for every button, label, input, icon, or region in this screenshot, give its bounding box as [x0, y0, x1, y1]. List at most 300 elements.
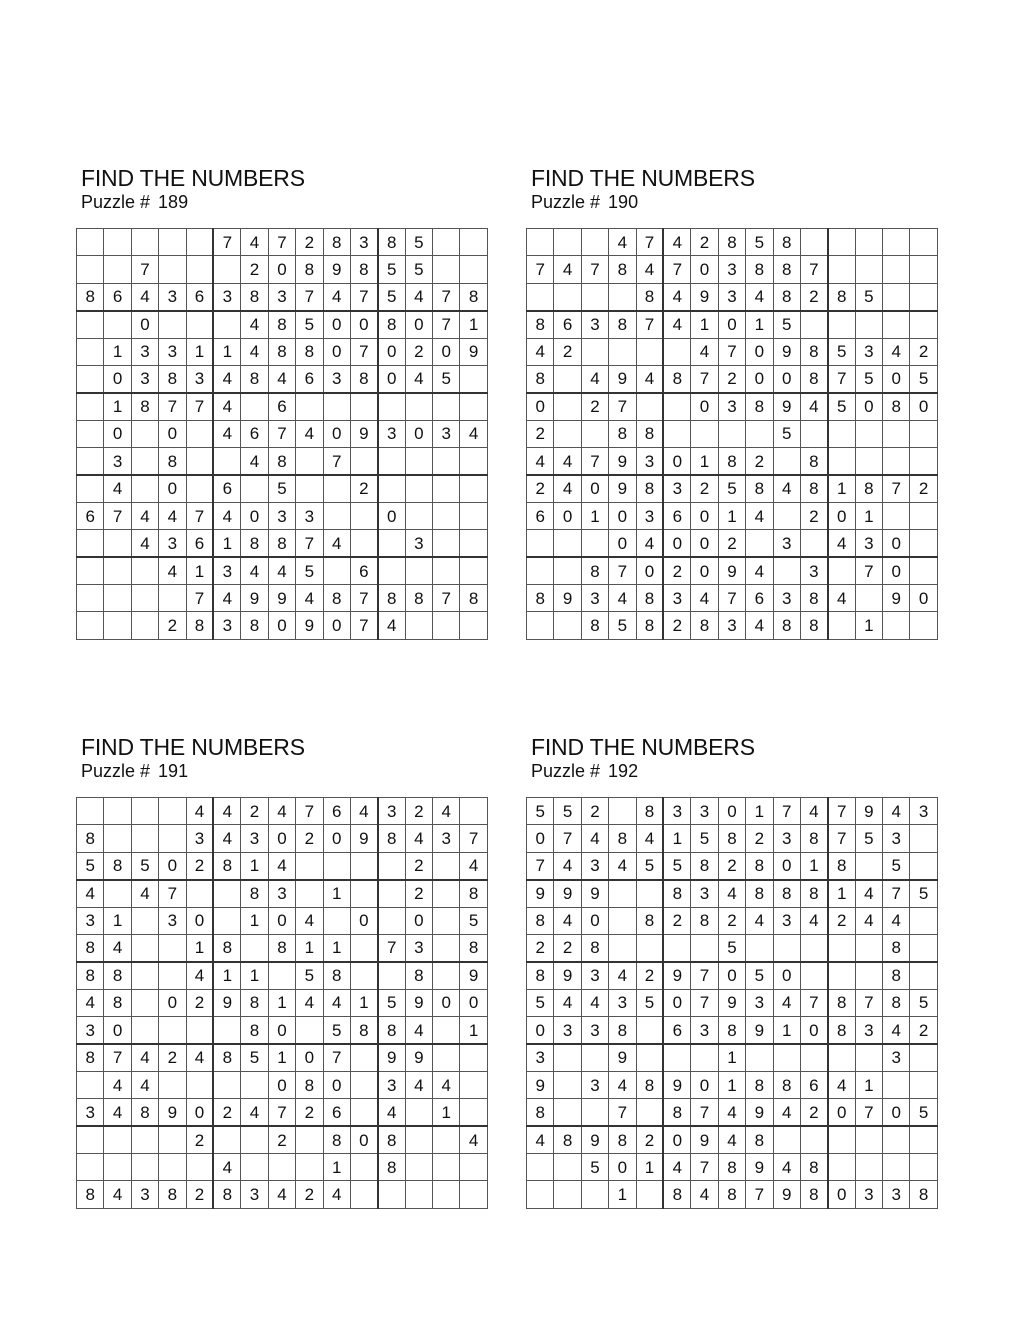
grid-cell: 3	[883, 825, 910, 852]
grid-cell: 7	[691, 989, 718, 1016]
grid-cell: 0	[323, 311, 350, 338]
grid-cell: 2	[581, 393, 608, 420]
grid-cell	[131, 420, 158, 447]
grid-cell	[131, 989, 158, 1016]
grid-cell	[828, 934, 855, 961]
grid-cell: 4	[433, 798, 460, 825]
grid-cell: 5	[323, 1017, 350, 1044]
grid-cell	[131, 934, 158, 961]
grid-cell	[800, 962, 827, 989]
grid-cell	[855, 448, 882, 475]
puzzle-label: Puzzle #	[81, 761, 151, 781]
grid-cell	[609, 798, 636, 825]
grid-cell: 4	[855, 880, 882, 907]
grid-cell	[77, 1071, 104, 1098]
puzzle-title: FIND THE NUMBERS	[531, 734, 755, 760]
grid-cell: 8	[77, 825, 104, 852]
grid-cell: 7	[691, 1099, 718, 1126]
grid-cell: 7	[718, 338, 745, 365]
grid-cell: 5	[855, 283, 882, 310]
grid-cell: 1	[855, 502, 882, 529]
grid-cell: 5	[855, 825, 882, 852]
grid-cell: 8	[718, 448, 745, 475]
grid-cell: 4	[104, 1099, 131, 1126]
grid-cell: 4	[746, 557, 773, 584]
grid-cell: 2	[186, 989, 213, 1016]
grid-cell	[554, 1044, 581, 1071]
grid-cell	[213, 311, 240, 338]
grid-cell: 8	[104, 962, 131, 989]
grid-cell: 7	[350, 283, 377, 310]
grid-cell: 2	[296, 1099, 323, 1126]
grid-cell: 3	[581, 311, 608, 338]
grid-cell: 4	[554, 475, 581, 502]
grid-cell: 8	[268, 530, 295, 557]
grid-cell: 3	[718, 256, 745, 283]
grid-cell: 2	[186, 1126, 213, 1153]
grid-cell: 8	[77, 934, 104, 961]
grid-cell: 1	[691, 311, 718, 338]
grid-cell	[405, 557, 432, 584]
grid-cell	[910, 1154, 937, 1181]
grid-cell: 0	[883, 1099, 910, 1126]
grid-cell	[554, 365, 581, 392]
grid-cell: 2	[241, 798, 268, 825]
number-grid	[76, 228, 488, 640]
grid-cell: 1	[104, 338, 131, 365]
grid-row	[77, 1017, 488, 1044]
grid-cell: 2	[800, 1099, 827, 1126]
grid-cell	[213, 1017, 240, 1044]
grid-cell: 4	[746, 612, 773, 639]
grid-cell: 0	[663, 530, 690, 557]
grid-cell	[460, 1071, 487, 1098]
grid-cell	[268, 962, 295, 989]
grid-cell	[378, 1181, 405, 1208]
grid-cell	[910, 229, 937, 256]
grid-cell: 1	[104, 907, 131, 934]
grid-cell: 8	[746, 880, 773, 907]
grid-cell	[378, 907, 405, 934]
grid-cell: 9	[296, 612, 323, 639]
grid-cell	[460, 1154, 487, 1181]
grid-cell: 4	[296, 585, 323, 612]
grid-cell	[855, 1044, 882, 1071]
grid-row	[77, 798, 488, 825]
grid-cell	[131, 1017, 158, 1044]
grid-cell: 0	[718, 311, 745, 338]
grid-cell: 1	[241, 852, 268, 879]
grid-cell: 3	[159, 283, 186, 310]
grid-cell: 4	[131, 502, 158, 529]
grid-cell: 6	[746, 585, 773, 612]
grid-cell: 8	[746, 1126, 773, 1153]
grid-cell: 5	[636, 989, 663, 1016]
grid-cell	[405, 1181, 432, 1208]
grid-cell: 9	[527, 880, 554, 907]
grid-cell: 1	[718, 502, 745, 529]
grid-cell	[855, 311, 882, 338]
grid-cell	[883, 1154, 910, 1181]
grid-cell: 7	[581, 256, 608, 283]
grid-cell: 0	[609, 530, 636, 557]
grid-cell: 5	[855, 365, 882, 392]
grid-cell: 8	[323, 585, 350, 612]
grid-cell	[433, 557, 460, 584]
grid-cell	[460, 448, 487, 475]
grid-cell	[433, 475, 460, 502]
grid-cell: 1	[241, 962, 268, 989]
grid-cell	[378, 962, 405, 989]
grid-cell	[828, 229, 855, 256]
grid-cell: 2	[159, 612, 186, 639]
grid-cell: 0	[268, 825, 295, 852]
grid-row	[77, 989, 488, 1016]
grid-cell	[104, 1126, 131, 1153]
grid-cell: 4	[663, 229, 690, 256]
grid-cell: 3	[581, 962, 608, 989]
grid-cell	[131, 1126, 158, 1153]
grid-cell: 5	[828, 393, 855, 420]
grid-cell: 2	[910, 475, 937, 502]
grid-cell: 3	[773, 907, 800, 934]
grid-cell: 6	[186, 283, 213, 310]
grid-cell	[213, 256, 240, 283]
grid-cell: 1	[460, 311, 487, 338]
grid-cell: 8	[746, 475, 773, 502]
grid-cell: 4	[323, 1181, 350, 1208]
grid-cell: 8	[350, 365, 377, 392]
grid-cell: 4	[213, 393, 240, 420]
grid-cell: 8	[527, 365, 554, 392]
grid-cell	[186, 880, 213, 907]
grid-cell	[131, 448, 158, 475]
grid-cell: 8	[636, 1071, 663, 1098]
grid-cell	[800, 530, 827, 557]
grid-cell: 0	[828, 1099, 855, 1126]
grid-cell: 1	[296, 934, 323, 961]
grid-cell	[460, 1044, 487, 1071]
grid-cell: 2	[350, 475, 377, 502]
grid-cell	[405, 1126, 432, 1153]
grid-row	[527, 311, 938, 338]
grid-cell	[296, 1126, 323, 1153]
grid-cell: 4	[77, 880, 104, 907]
grid-cell: 8	[378, 1154, 405, 1181]
grid-cell	[350, 1044, 377, 1071]
grid-cell: 5	[378, 989, 405, 1016]
grid-cell	[323, 907, 350, 934]
grid-cell: 8	[800, 825, 827, 852]
grid-cell: 0	[186, 907, 213, 934]
grid-cell: 8	[296, 256, 323, 283]
grid-cell: 8	[773, 256, 800, 283]
grid-cell: 7	[296, 283, 323, 310]
grid-cell	[350, 502, 377, 529]
grid-cell: 0	[773, 962, 800, 989]
grid-cell: 8	[131, 1099, 158, 1126]
grid-cell: 3	[433, 420, 460, 447]
grid-cell	[433, 229, 460, 256]
grid-row	[527, 502, 938, 529]
grid-cell	[581, 420, 608, 447]
grid-cell: 8	[828, 852, 855, 879]
grid-cell: 3	[268, 880, 295, 907]
grid-cell: 8	[213, 852, 240, 879]
grid-cell: 7	[636, 311, 663, 338]
grid-cell: 9	[554, 880, 581, 907]
grid-cell	[828, 448, 855, 475]
grid-cell: 9	[855, 798, 882, 825]
grid-cell: 5	[773, 420, 800, 447]
grid-cell: 4	[663, 283, 690, 310]
grid-cell	[159, 1071, 186, 1098]
grid-cell: 0	[527, 1017, 554, 1044]
grid-cell: 8	[800, 585, 827, 612]
grid-cell: 3	[296, 502, 323, 529]
grid-cell: 4	[636, 530, 663, 557]
grid-cell: 2	[663, 557, 690, 584]
grid-cell: 4	[131, 1044, 158, 1071]
grid-cell: 7	[691, 1154, 718, 1181]
grid-cell: 0	[883, 557, 910, 584]
grid-cell	[378, 880, 405, 907]
grid-cell: 0	[718, 962, 745, 989]
grid-cell	[131, 1154, 158, 1181]
grid-cell	[104, 585, 131, 612]
grid-cell: 8	[800, 1181, 827, 1208]
grid-cell	[213, 1126, 240, 1153]
grid-cell	[77, 530, 104, 557]
grid-cell: 4	[581, 989, 608, 1016]
grid-cell: 7	[104, 1044, 131, 1071]
grid-cell: 5	[910, 365, 937, 392]
grid-cell: 4	[883, 1017, 910, 1044]
grid-cell	[460, 365, 487, 392]
grid-cell: 8	[241, 283, 268, 310]
grid-cell: 8	[746, 1071, 773, 1098]
grid-cell	[104, 612, 131, 639]
grid-cell	[241, 1154, 268, 1181]
grid-cell: 3	[663, 475, 690, 502]
grid-cell: 2	[405, 338, 432, 365]
grid-cell	[131, 962, 158, 989]
grid-cell	[186, 1154, 213, 1181]
grid-cell	[527, 1181, 554, 1208]
grid-cell: 5	[910, 1099, 937, 1126]
grid-cell: 3	[241, 1181, 268, 1208]
grid-cell: 8	[527, 311, 554, 338]
grid-row	[77, 1126, 488, 1153]
grid-cell: 4	[104, 934, 131, 961]
grid-cell: 2	[828, 907, 855, 934]
grid-cell: 4	[268, 1181, 295, 1208]
grid-cell: 8	[77, 1181, 104, 1208]
grid-cell	[554, 1099, 581, 1126]
grid-cell	[910, 934, 937, 961]
grid-cell	[460, 1099, 487, 1126]
grid-cell: 8	[746, 852, 773, 879]
grid-cell: 6	[663, 502, 690, 529]
grid-cell: 8	[213, 1181, 240, 1208]
grid-cell: 4	[663, 1154, 690, 1181]
grid-cell	[405, 502, 432, 529]
grid-cell: 4	[828, 1071, 855, 1098]
grid-cell	[131, 798, 158, 825]
grid-cell	[691, 1044, 718, 1071]
grid-cell: 7	[433, 283, 460, 310]
grid-cell: 7	[609, 557, 636, 584]
grid-cell	[378, 530, 405, 557]
grid-row	[527, 1044, 938, 1071]
grid-cell: 5	[268, 475, 295, 502]
grid-cell: 1	[186, 557, 213, 584]
grid-cell: 3	[609, 989, 636, 1016]
grid-cell: 4	[554, 907, 581, 934]
grid-cell: 8	[296, 1071, 323, 1098]
grid-cell: 8	[296, 338, 323, 365]
grid-cell: 1	[268, 989, 295, 1016]
grid-cell: 4	[855, 907, 882, 934]
grid-cell	[77, 798, 104, 825]
grid-cell: 8	[104, 989, 131, 1016]
grid-cell: 7	[800, 989, 827, 1016]
grid-cell	[131, 907, 158, 934]
grid-cell: 8	[323, 962, 350, 989]
grid-cell: 0	[636, 557, 663, 584]
grid-cell: 5	[405, 229, 432, 256]
grid-cell: 0	[910, 393, 937, 420]
grid-row	[77, 338, 488, 365]
grid-cell	[636, 1017, 663, 1044]
grid-cell	[855, 934, 882, 961]
grid-cell: 5	[378, 283, 405, 310]
grid-cell: 9	[609, 1044, 636, 1071]
puzzle-number: 191	[158, 761, 189, 781]
grid-cell	[910, 256, 937, 283]
grid-cell: 3	[104, 448, 131, 475]
grid-cell: 8	[241, 989, 268, 1016]
grid-cell	[883, 1071, 910, 1098]
grid-cell: 6	[527, 502, 554, 529]
grid-cell	[159, 1126, 186, 1153]
grid-cell: 0	[828, 502, 855, 529]
grid-cell: 8	[527, 962, 554, 989]
grid-cell: 8	[855, 475, 882, 502]
grid-cell: 4	[527, 448, 554, 475]
grid-cell: 5	[433, 365, 460, 392]
grid-cell: 8	[800, 880, 827, 907]
grid-cell: 2	[554, 934, 581, 961]
grid-cell: 8	[800, 365, 827, 392]
grid-cell: 3	[581, 1017, 608, 1044]
grid-cell	[828, 311, 855, 338]
grid-cell: 8	[460, 283, 487, 310]
grid-cell	[609, 283, 636, 310]
grid-row	[527, 934, 938, 961]
grid-row	[527, 1071, 938, 1098]
grid-cell: 8	[527, 1099, 554, 1126]
grid-cell	[77, 393, 104, 420]
grid-cell: 8	[636, 907, 663, 934]
grid-cell: 7	[323, 448, 350, 475]
grid-row	[527, 283, 938, 310]
grid-cell	[186, 420, 213, 447]
grid-cell: 9	[460, 962, 487, 989]
puzzle-label: Puzzle #	[531, 192, 601, 212]
grid-cell: 3	[691, 1017, 718, 1044]
grid-cell: 1	[268, 1044, 295, 1071]
grid-cell	[186, 475, 213, 502]
grid-cell: 0	[691, 393, 718, 420]
grid-cell: 3	[663, 798, 690, 825]
grid-cell: 3	[883, 1181, 910, 1208]
grid-cell: 8	[773, 880, 800, 907]
grid-row	[77, 1154, 488, 1181]
grid-cell: 3	[746, 989, 773, 1016]
grid-cell: 9	[581, 880, 608, 907]
grid-cell	[883, 420, 910, 447]
grid-cell	[159, 229, 186, 256]
grid-cell: 2	[213, 1099, 240, 1126]
grid-cell: 9	[213, 989, 240, 1016]
grid-cell: 5	[609, 612, 636, 639]
grid-cell	[460, 256, 487, 283]
grid-cell: 8	[77, 1044, 104, 1071]
grid-cell: 9	[718, 989, 745, 1016]
grid-cell: 8	[800, 338, 827, 365]
puzzle-label: Puzzle #	[531, 761, 601, 781]
grid-cell: 4	[718, 880, 745, 907]
grid-cell: 1	[663, 825, 690, 852]
grid-cell	[350, 530, 377, 557]
grid-cell	[828, 612, 855, 639]
grid-cell: 9	[773, 338, 800, 365]
grid-cell: 9	[268, 585, 295, 612]
grid-row	[527, 475, 938, 502]
grid-cell	[828, 1126, 855, 1153]
grid-cell: 0	[323, 420, 350, 447]
grid-cell	[77, 448, 104, 475]
grid-cell: 4	[268, 852, 295, 879]
grid-cell: 4	[460, 420, 487, 447]
grid-cell: 4	[323, 283, 350, 310]
grid-cell	[828, 962, 855, 989]
grid-cell: 3	[213, 557, 240, 584]
grid-cell	[855, 852, 882, 879]
grid-cell: 7	[800, 256, 827, 283]
grid-cell: 9	[773, 393, 800, 420]
puzzle-192	[526, 734, 954, 1205]
grid-cell: 8	[636, 283, 663, 310]
grid-cell	[773, 448, 800, 475]
grid-cell: 8	[718, 1154, 745, 1181]
grid-cell: 3	[131, 338, 158, 365]
number-grid	[76, 797, 488, 1209]
grid-cell	[159, 256, 186, 283]
grid-cell: 1	[609, 1181, 636, 1208]
grid-cell: 0	[746, 365, 773, 392]
grid-row	[527, 1099, 938, 1126]
grid-cell	[800, 311, 827, 338]
grid-cell: 8	[268, 448, 295, 475]
grid-cell	[77, 475, 104, 502]
grid-row	[77, 256, 488, 283]
grid-cell: 0	[883, 365, 910, 392]
grid-cell: 7	[159, 393, 186, 420]
grid-cell: 0	[131, 311, 158, 338]
grid-cell: 3	[581, 585, 608, 612]
